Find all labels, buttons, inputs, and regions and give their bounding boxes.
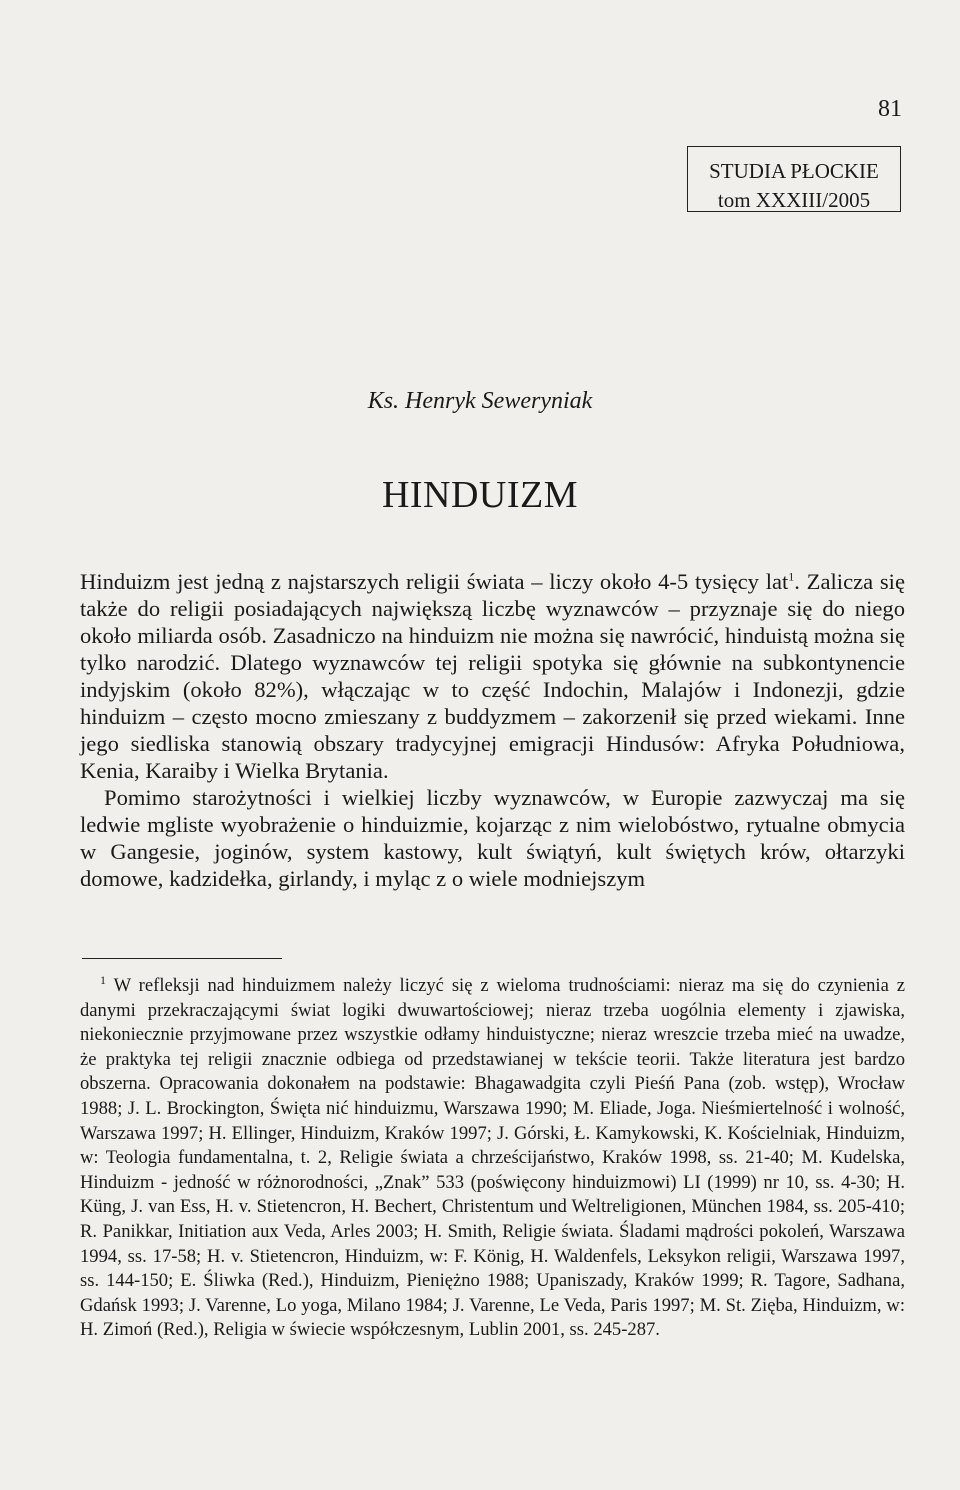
article-body xyxy=(80,568,905,892)
footnote-reference: 1 xyxy=(788,569,795,584)
body-paragraph-2: Pomimo starożytności i wielkiej liczby wyznawców, w Europie zazwyczaj ma się ledwie mgliste wyobrażenie o hinduizmie, kojarząc z nim wielobóstwo, rytualne obmycia w Gangesie, joginów, system kastowy, kult świątyń, kult świętych krów, ołtarzyki domowe, kadzidełka, girlandy, i myląc z o wiele modniejszym xyxy=(80,785,905,891)
page-number: 81 xyxy=(878,96,902,122)
footnote-divider xyxy=(82,958,282,959)
footnote-marker: 1 xyxy=(100,972,106,987)
paragraph-1-text-start: Hinduizm jest jedną z najstarszych religii świata – liczy około 4-5 tysięcy lat xyxy=(80,569,789,594)
footnote-text: W refleksji nad hinduizmem należy liczyć się z wieloma trudnościami: nieraz ma się do czynienia z danymi przekraczającymi świat logiki dwuwartościowej; nieraz trzeba uogólnia elementy i zjawiska, niekoniecznie przyjmowane przez wszystkie odłamy hinduistyczne; nieraz wreszcie trzeba mieć na uwadze, że praktyka tej religii znacznie odbiega od przedstawianej w tekście teorii. Także literatura jest bardzo obszerna. Opracowania dokonałem na podstawie: Bhagawadgita czyli Pieśń Pana (zob. wstęp), Wrocław 1988; J. L. Brockington, Święta nić hinduizmu, Warszawa 1990; M. Eliade, Joga. Nieśmiertelność i wolność, Warszawa 1997; H. Ellinger, Hinduizm, Kraków 1997; J. Górski, Ł. Kamykowski, K. Kościelniak, Hinduizm, w: Teologia fundamentalna, t. 2, Religie świata a chrześcijaństwo, Kraków 1998, ss. 21-40; M. Kudelska, Hinduizm - jedność w różnorodności, „Znak” 533 (poświęcony hinduizmowi) LI (1999) nr 10, ss. 4-30; H. Küng, J. van Ess, H. v. Stietencron, H. Bechert, Christentum und Weltreligionen, München 1984, ss. 205-410; R. Panikkar, Initiation aux Veda, Arles 2003; H. Smith, Religie świata. Śladami mądrości pokoleń, Warszawa 1994, ss. 17-58; H. v. Stietencron, Hinduizm, w: F. König, H. Waldenfels, Leksykon religii, Warszawa 1997, ss. 144-150; E. Śliwka (Red.), Hinduizm, Pieniężno 1988; Upaniszady, Kraków 1999; R. Tagore, Sadhana, Gdańsk 1993; J. Varenne, Lo yoga, Milano 1984; J. Varenne, Le Veda, Paris 1997; M. St. Zięba, Hinduizm, w: H. Zimoń (Red.), Religia w świecie współczesnym, Lublin 2001, ss. 245-287. xyxy=(80,975,905,1341)
journal-volume: tom XXXIII/2005 xyxy=(717,188,871,212)
article-author: Ks. Henryk Seweryniak xyxy=(367,388,593,414)
journal-header-box xyxy=(687,146,901,212)
footnote xyxy=(80,974,905,1343)
body-paragraph-1 xyxy=(80,568,905,784)
article-title: HINDUIZM xyxy=(381,474,579,516)
paragraph-1-text-rest: . Zalicza się także do religii posiadających największą liczbę wyznawców – przyznaje się do niego około miliarda osób. Zasadniczo na hinduizm nie można się nawrócić, hinduistą można się tylko narodzić. Dlatego wyznawców tej religii spotyka się głównie na subkontynencie indyjskim (około 82%), włączając w to część Indochin, Malajów i Indonezji, gdzie hinduizm – często mocno zmieszany z buddyzmem – zakorzenił się przed wiekami. Inne jego siedliska stanowią obszary tradycyjnej emigracji Hindusów: Afryka Południowa, Kenia, Karaiby i Wielka Brytania. xyxy=(80,569,905,783)
journal-name: STUDIA PŁOCKIE xyxy=(709,159,879,183)
